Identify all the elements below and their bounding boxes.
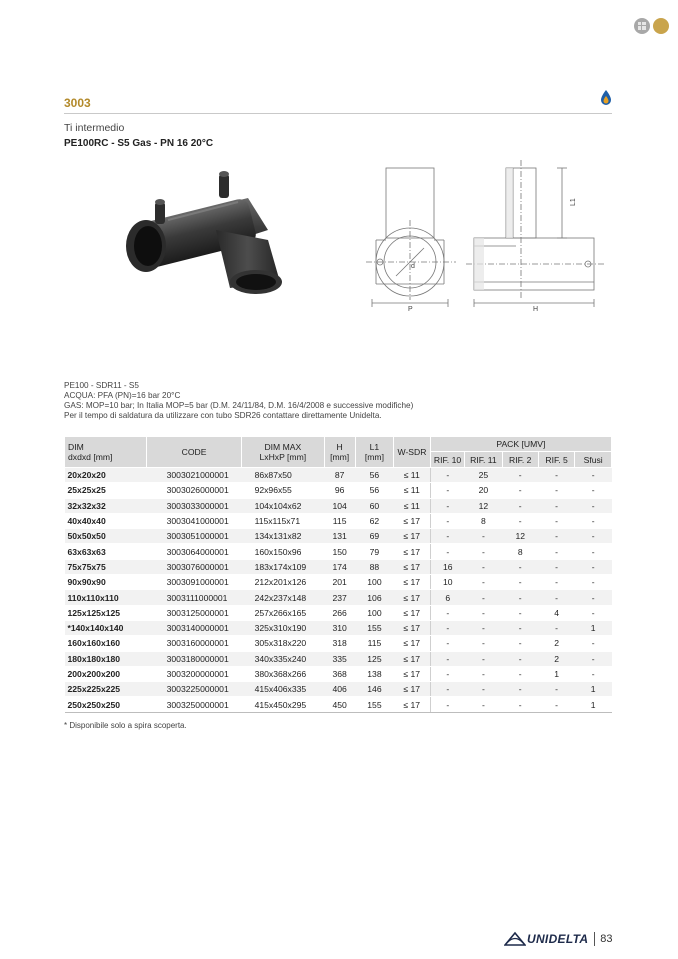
cell-wsdr: ≤ 17 bbox=[394, 651, 431, 666]
note-line: PE100 - SDR11 - S5 bbox=[64, 381, 139, 390]
cell-dim: 32x32x32 bbox=[65, 498, 147, 513]
cell-rif2: - bbox=[502, 590, 538, 605]
cell-rif5: - bbox=[538, 498, 574, 513]
note-line: GAS: MOP=10 bar; In Italia MOP=5 bar (D.M. 24/11/84, D.M. 16/4/2008 e successive modifiche) bbox=[64, 401, 414, 410]
cell-rif10: - bbox=[430, 666, 465, 681]
dim-d-label: d bbox=[411, 263, 415, 270]
cell-wsdr: ≤ 17 bbox=[394, 605, 431, 620]
cell-rif11: 12 bbox=[465, 498, 502, 513]
note-line: Per il tempo di saldatura da utilizzare con tubo SDR26 contattare direttamente Unidelta. bbox=[64, 411, 382, 420]
cell-l1: 155 bbox=[355, 697, 394, 712]
cell-code: 3003140000001 bbox=[147, 620, 242, 635]
cell-l1: 100 bbox=[355, 605, 394, 620]
cell-rif5: - bbox=[538, 590, 574, 605]
cell-wsdr: ≤ 17 bbox=[394, 590, 431, 605]
cell-l1: 60 bbox=[355, 498, 394, 513]
cell-code: 3003111000001 bbox=[147, 590, 242, 605]
cell-l1: 88 bbox=[355, 559, 394, 574]
cell-rif5: - bbox=[538, 682, 574, 697]
cell-code: 3003051000001 bbox=[147, 529, 242, 544]
technical-notes bbox=[64, 381, 413, 421]
cell-rif10: - bbox=[430, 636, 465, 651]
cell-rif2: - bbox=[502, 483, 538, 498]
cell-rif5: - bbox=[538, 468, 574, 483]
water-drop-flame-icon bbox=[600, 90, 612, 106]
cell-code: 3003076000001 bbox=[147, 559, 242, 574]
cell-rif10: - bbox=[430, 544, 465, 559]
cell-dim: 25x25x25 bbox=[65, 483, 147, 498]
table-row bbox=[65, 590, 612, 605]
cell-rif11: 25 bbox=[465, 468, 502, 483]
col-header-dim: DIM dxdxd [mm] bbox=[65, 437, 147, 468]
cell-dim: 50x50x50 bbox=[65, 529, 147, 544]
cell-rif10: 16 bbox=[430, 559, 465, 574]
cell-l1: 56 bbox=[355, 483, 394, 498]
cell-lxhxp: 115x115x71 bbox=[242, 513, 325, 528]
cell-sfusi: 1 bbox=[575, 697, 612, 712]
cell-l1: 138 bbox=[355, 666, 394, 681]
cell-dim: 110x110x110 bbox=[65, 590, 147, 605]
table-row bbox=[65, 575, 612, 590]
cell-rif10: - bbox=[430, 513, 465, 528]
cell-rif11: - bbox=[465, 590, 502, 605]
cell-dim: 160x160x160 bbox=[65, 636, 147, 651]
cell-wsdr: ≤ 17 bbox=[394, 697, 431, 712]
cell-code: 3003091000001 bbox=[147, 575, 242, 590]
cell-l1: 146 bbox=[355, 682, 394, 697]
cell-rif11: - bbox=[465, 544, 502, 559]
product-spec: PE100RC - S5 Gas - PN 16 20°C bbox=[64, 138, 214, 149]
cell-l1: 69 bbox=[355, 529, 394, 544]
cell-lxhxp: 257x266x165 bbox=[242, 605, 325, 620]
cell-sfusi: - bbox=[575, 590, 612, 605]
table-row bbox=[65, 529, 612, 544]
cell-h: 174 bbox=[324, 559, 355, 574]
cell-code: 3003041000001 bbox=[147, 513, 242, 528]
cell-h: 266 bbox=[324, 605, 355, 620]
cell-rif10: - bbox=[430, 483, 465, 498]
cell-rif11: - bbox=[465, 529, 502, 544]
cell-h: 104 bbox=[324, 498, 355, 513]
cell-l1: 155 bbox=[355, 620, 394, 635]
footer-divider bbox=[594, 932, 595, 946]
table-row bbox=[65, 697, 612, 712]
cell-wsdr: ≤ 17 bbox=[394, 575, 431, 590]
cell-code: 3003200000001 bbox=[147, 666, 242, 681]
cell-rif2: - bbox=[502, 666, 538, 681]
cell-lxhxp: 305x318x220 bbox=[242, 636, 325, 651]
cell-rif10: 6 bbox=[430, 590, 465, 605]
cell-rif2: - bbox=[502, 498, 538, 513]
table-row bbox=[65, 666, 612, 681]
col-header-rif11: RIF. 11 bbox=[465, 452, 502, 468]
table-row bbox=[65, 468, 612, 483]
cell-lxhxp: 380x368x266 bbox=[242, 666, 325, 681]
cell-sfusi: - bbox=[575, 575, 612, 590]
cell-rif11: - bbox=[465, 575, 502, 590]
col-header-wsdr: W-SDR bbox=[394, 437, 431, 468]
table-row bbox=[65, 513, 612, 528]
cell-h: 131 bbox=[324, 529, 355, 544]
col-header-h: H [mm] bbox=[324, 437, 355, 468]
cell-code: 3003021000001 bbox=[147, 468, 242, 483]
cell-dim: 90x90x90 bbox=[65, 575, 147, 590]
cell-lxhxp: 242x237x148 bbox=[242, 590, 325, 605]
cell-sfusi: 1 bbox=[575, 682, 612, 697]
dim-h-label: H bbox=[533, 306, 539, 313]
cell-rif10: - bbox=[430, 605, 465, 620]
cell-rif10: - bbox=[430, 468, 465, 483]
cell-wsdr: ≤ 11 bbox=[394, 483, 431, 498]
cell-rif10: - bbox=[430, 682, 465, 697]
cell-h: 318 bbox=[324, 636, 355, 651]
cell-rif2: - bbox=[502, 575, 538, 590]
table-row bbox=[65, 636, 612, 651]
cell-rif2: 8 bbox=[502, 544, 538, 559]
cell-dim: 75x75x75 bbox=[65, 559, 147, 574]
cell-rif5: 2 bbox=[538, 636, 574, 651]
cell-l1: 56 bbox=[355, 468, 394, 483]
table-row bbox=[65, 483, 612, 498]
cell-code: 3003160000001 bbox=[147, 636, 242, 651]
cell-rif11: - bbox=[465, 620, 502, 635]
title-divider bbox=[64, 113, 612, 114]
cell-code: 3003125000001 bbox=[147, 605, 242, 620]
cell-lxhxp: 212x201x126 bbox=[242, 575, 325, 590]
cell-rif10: - bbox=[430, 697, 465, 712]
cell-lxhxp: 86x87x50 bbox=[242, 468, 325, 483]
cell-rif11: - bbox=[465, 666, 502, 681]
cell-rif10: - bbox=[430, 651, 465, 666]
col-header-rif10: RIF. 10 bbox=[430, 452, 465, 468]
cell-dim: 40x40x40 bbox=[65, 513, 147, 528]
cell-wsdr: ≤ 11 bbox=[394, 498, 431, 513]
cell-code: 3003225000001 bbox=[147, 682, 242, 697]
spec-table bbox=[64, 436, 612, 713]
col-header-code: CODE bbox=[147, 437, 242, 468]
cell-rif2: - bbox=[502, 620, 538, 635]
cell-dim: 200x200x200 bbox=[65, 666, 147, 681]
col-header-dim-max: DIM MAX LxHxP [mm] bbox=[242, 437, 325, 468]
cell-rif2: - bbox=[502, 651, 538, 666]
cell-rif5: 2 bbox=[538, 651, 574, 666]
cell-rif5: - bbox=[538, 620, 574, 635]
col-header-pack: PACK [UMV] bbox=[430, 437, 611, 452]
cell-rif5: 4 bbox=[538, 605, 574, 620]
cell-rif2: - bbox=[502, 605, 538, 620]
cell-lxhxp: 92x96x55 bbox=[242, 483, 325, 498]
cell-sfusi: - bbox=[575, 498, 612, 513]
product-subtitle: Ti intermedio bbox=[64, 122, 125, 134]
cell-code: 3003033000001 bbox=[147, 498, 242, 513]
table-row bbox=[65, 605, 612, 620]
cell-lxhxp: 134x131x82 bbox=[242, 529, 325, 544]
cell-wsdr: ≤ 17 bbox=[394, 544, 431, 559]
cell-wsdr: ≤ 17 bbox=[394, 636, 431, 651]
cell-dim: 125x125x125 bbox=[65, 605, 147, 620]
cell-wsdr: ≤ 17 bbox=[394, 682, 431, 697]
cell-rif5: - bbox=[538, 559, 574, 574]
table-row bbox=[65, 651, 612, 666]
cell-h: 406 bbox=[324, 682, 355, 697]
cell-code: 3003250000001 bbox=[147, 697, 242, 712]
cell-dim: 20x20x20 bbox=[65, 468, 147, 483]
cell-wsdr: ≤ 17 bbox=[394, 513, 431, 528]
cell-h: 237 bbox=[324, 590, 355, 605]
footer-brand bbox=[504, 929, 613, 949]
cell-sfusi: - bbox=[575, 513, 612, 528]
cell-h: 87 bbox=[324, 468, 355, 483]
cell-sfusi: - bbox=[575, 468, 612, 483]
cell-dim: 63x63x63 bbox=[65, 544, 147, 559]
cell-lxhxp: 325x310x190 bbox=[242, 620, 325, 635]
table-row bbox=[65, 620, 612, 635]
table-row bbox=[65, 682, 612, 697]
cell-dim: 225x225x225 bbox=[65, 682, 147, 697]
col-header-rif5: RIF. 5 bbox=[538, 452, 574, 468]
cell-rif2: - bbox=[502, 559, 538, 574]
cell-sfusi: - bbox=[575, 529, 612, 544]
cell-rif10: - bbox=[430, 498, 465, 513]
cell-rif11: - bbox=[465, 636, 502, 651]
cell-h: 335 bbox=[324, 651, 355, 666]
cell-h: 310 bbox=[324, 620, 355, 635]
cell-l1: 115 bbox=[355, 636, 394, 651]
table-row bbox=[65, 498, 612, 513]
cell-rif2: - bbox=[502, 636, 538, 651]
cell-rif11: - bbox=[465, 682, 502, 697]
cell-code: 3003180000001 bbox=[147, 651, 242, 666]
cell-h: 96 bbox=[324, 483, 355, 498]
cell-rif11: - bbox=[465, 605, 502, 620]
cell-lxhxp: 340x335x240 bbox=[242, 651, 325, 666]
cell-rif2: 12 bbox=[502, 529, 538, 544]
cell-lxhxp: 104x104x62 bbox=[242, 498, 325, 513]
cell-h: 115 bbox=[324, 513, 355, 528]
col-header-l1: L1 [mm] bbox=[355, 437, 394, 468]
product-code-title: 3003 bbox=[64, 96, 91, 110]
grid-icon bbox=[634, 18, 650, 34]
cell-sfusi: 1 bbox=[575, 620, 612, 635]
cell-lxhxp: 415x406x335 bbox=[242, 682, 325, 697]
col-header-sfusi: Sfusi bbox=[575, 452, 612, 468]
cell-l1: 100 bbox=[355, 575, 394, 590]
brand-name: UNIDELTA bbox=[527, 932, 589, 946]
cell-rif10: - bbox=[430, 620, 465, 635]
cell-l1: 125 bbox=[355, 651, 394, 666]
cell-wsdr: ≤ 17 bbox=[394, 559, 431, 574]
table-row bbox=[65, 559, 612, 574]
cell-lxhxp: 183x174x109 bbox=[242, 559, 325, 574]
cell-rif11: - bbox=[465, 559, 502, 574]
cell-sfusi: - bbox=[575, 666, 612, 681]
cell-sfusi: - bbox=[575, 544, 612, 559]
col-header-rif2: RIF. 2 bbox=[502, 452, 538, 468]
cell-rif5: - bbox=[538, 697, 574, 712]
cell-wsdr: ≤ 11 bbox=[394, 468, 431, 483]
gold-dot-icon bbox=[653, 18, 669, 34]
cell-rif2: - bbox=[502, 513, 538, 528]
cell-rif5: - bbox=[538, 529, 574, 544]
cell-sfusi: - bbox=[575, 636, 612, 651]
cell-wsdr: ≤ 17 bbox=[394, 529, 431, 544]
unidelta-logo-icon bbox=[504, 931, 526, 947]
cell-rif10: - bbox=[430, 529, 465, 544]
dim-l1-label: L1 bbox=[570, 198, 577, 206]
cell-h: 368 bbox=[324, 666, 355, 681]
cell-wsdr: ≤ 17 bbox=[394, 620, 431, 635]
cell-sfusi: - bbox=[575, 605, 612, 620]
cell-h: 201 bbox=[324, 575, 355, 590]
cell-l1: 62 bbox=[355, 513, 394, 528]
cell-sfusi: - bbox=[575, 483, 612, 498]
cell-l1: 106 bbox=[355, 590, 394, 605]
cell-dim: 250x250x250 bbox=[65, 697, 147, 712]
cell-rif2: - bbox=[502, 682, 538, 697]
cell-lxhxp: 160x150x96 bbox=[242, 544, 325, 559]
table-row bbox=[65, 544, 612, 559]
dim-p-label: P bbox=[408, 306, 413, 313]
cell-h: 450 bbox=[324, 697, 355, 712]
cell-dim: *140x140x140 bbox=[65, 620, 147, 635]
cell-rif11: - bbox=[465, 651, 502, 666]
cell-lxhxp: 415x450x295 bbox=[242, 697, 325, 712]
page-number: 83 bbox=[600, 933, 613, 945]
cell-rif5: - bbox=[538, 575, 574, 590]
cell-rif11: - bbox=[465, 697, 502, 712]
cell-wsdr: ≤ 17 bbox=[394, 666, 431, 681]
cell-rif10: 10 bbox=[430, 575, 465, 590]
cell-sfusi: - bbox=[575, 559, 612, 574]
cell-rif5: 1 bbox=[538, 666, 574, 681]
top-right-badges bbox=[634, 18, 674, 36]
product-photo bbox=[118, 170, 298, 300]
cell-rif2: - bbox=[502, 697, 538, 712]
cell-rif5: - bbox=[538, 483, 574, 498]
cell-rif5: - bbox=[538, 513, 574, 528]
cell-dim: 180x180x180 bbox=[65, 651, 147, 666]
cell-sfusi: - bbox=[575, 651, 612, 666]
cell-code: 3003064000001 bbox=[147, 544, 242, 559]
technical-drawing bbox=[366, 160, 616, 318]
cell-h: 150 bbox=[324, 544, 355, 559]
footnote: * Disponibile solo a spira scoperta. bbox=[64, 721, 187, 730]
cell-rif11: 20 bbox=[465, 483, 502, 498]
cell-rif2: - bbox=[502, 468, 538, 483]
table-body bbox=[65, 468, 612, 713]
cell-rif11: 8 bbox=[465, 513, 502, 528]
cell-code: 3003026000001 bbox=[147, 483, 242, 498]
note-line: ACQUA: PFA (PN)=16 bar 20°C bbox=[64, 391, 181, 400]
cell-l1: 79 bbox=[355, 544, 394, 559]
cell-rif5: - bbox=[538, 544, 574, 559]
